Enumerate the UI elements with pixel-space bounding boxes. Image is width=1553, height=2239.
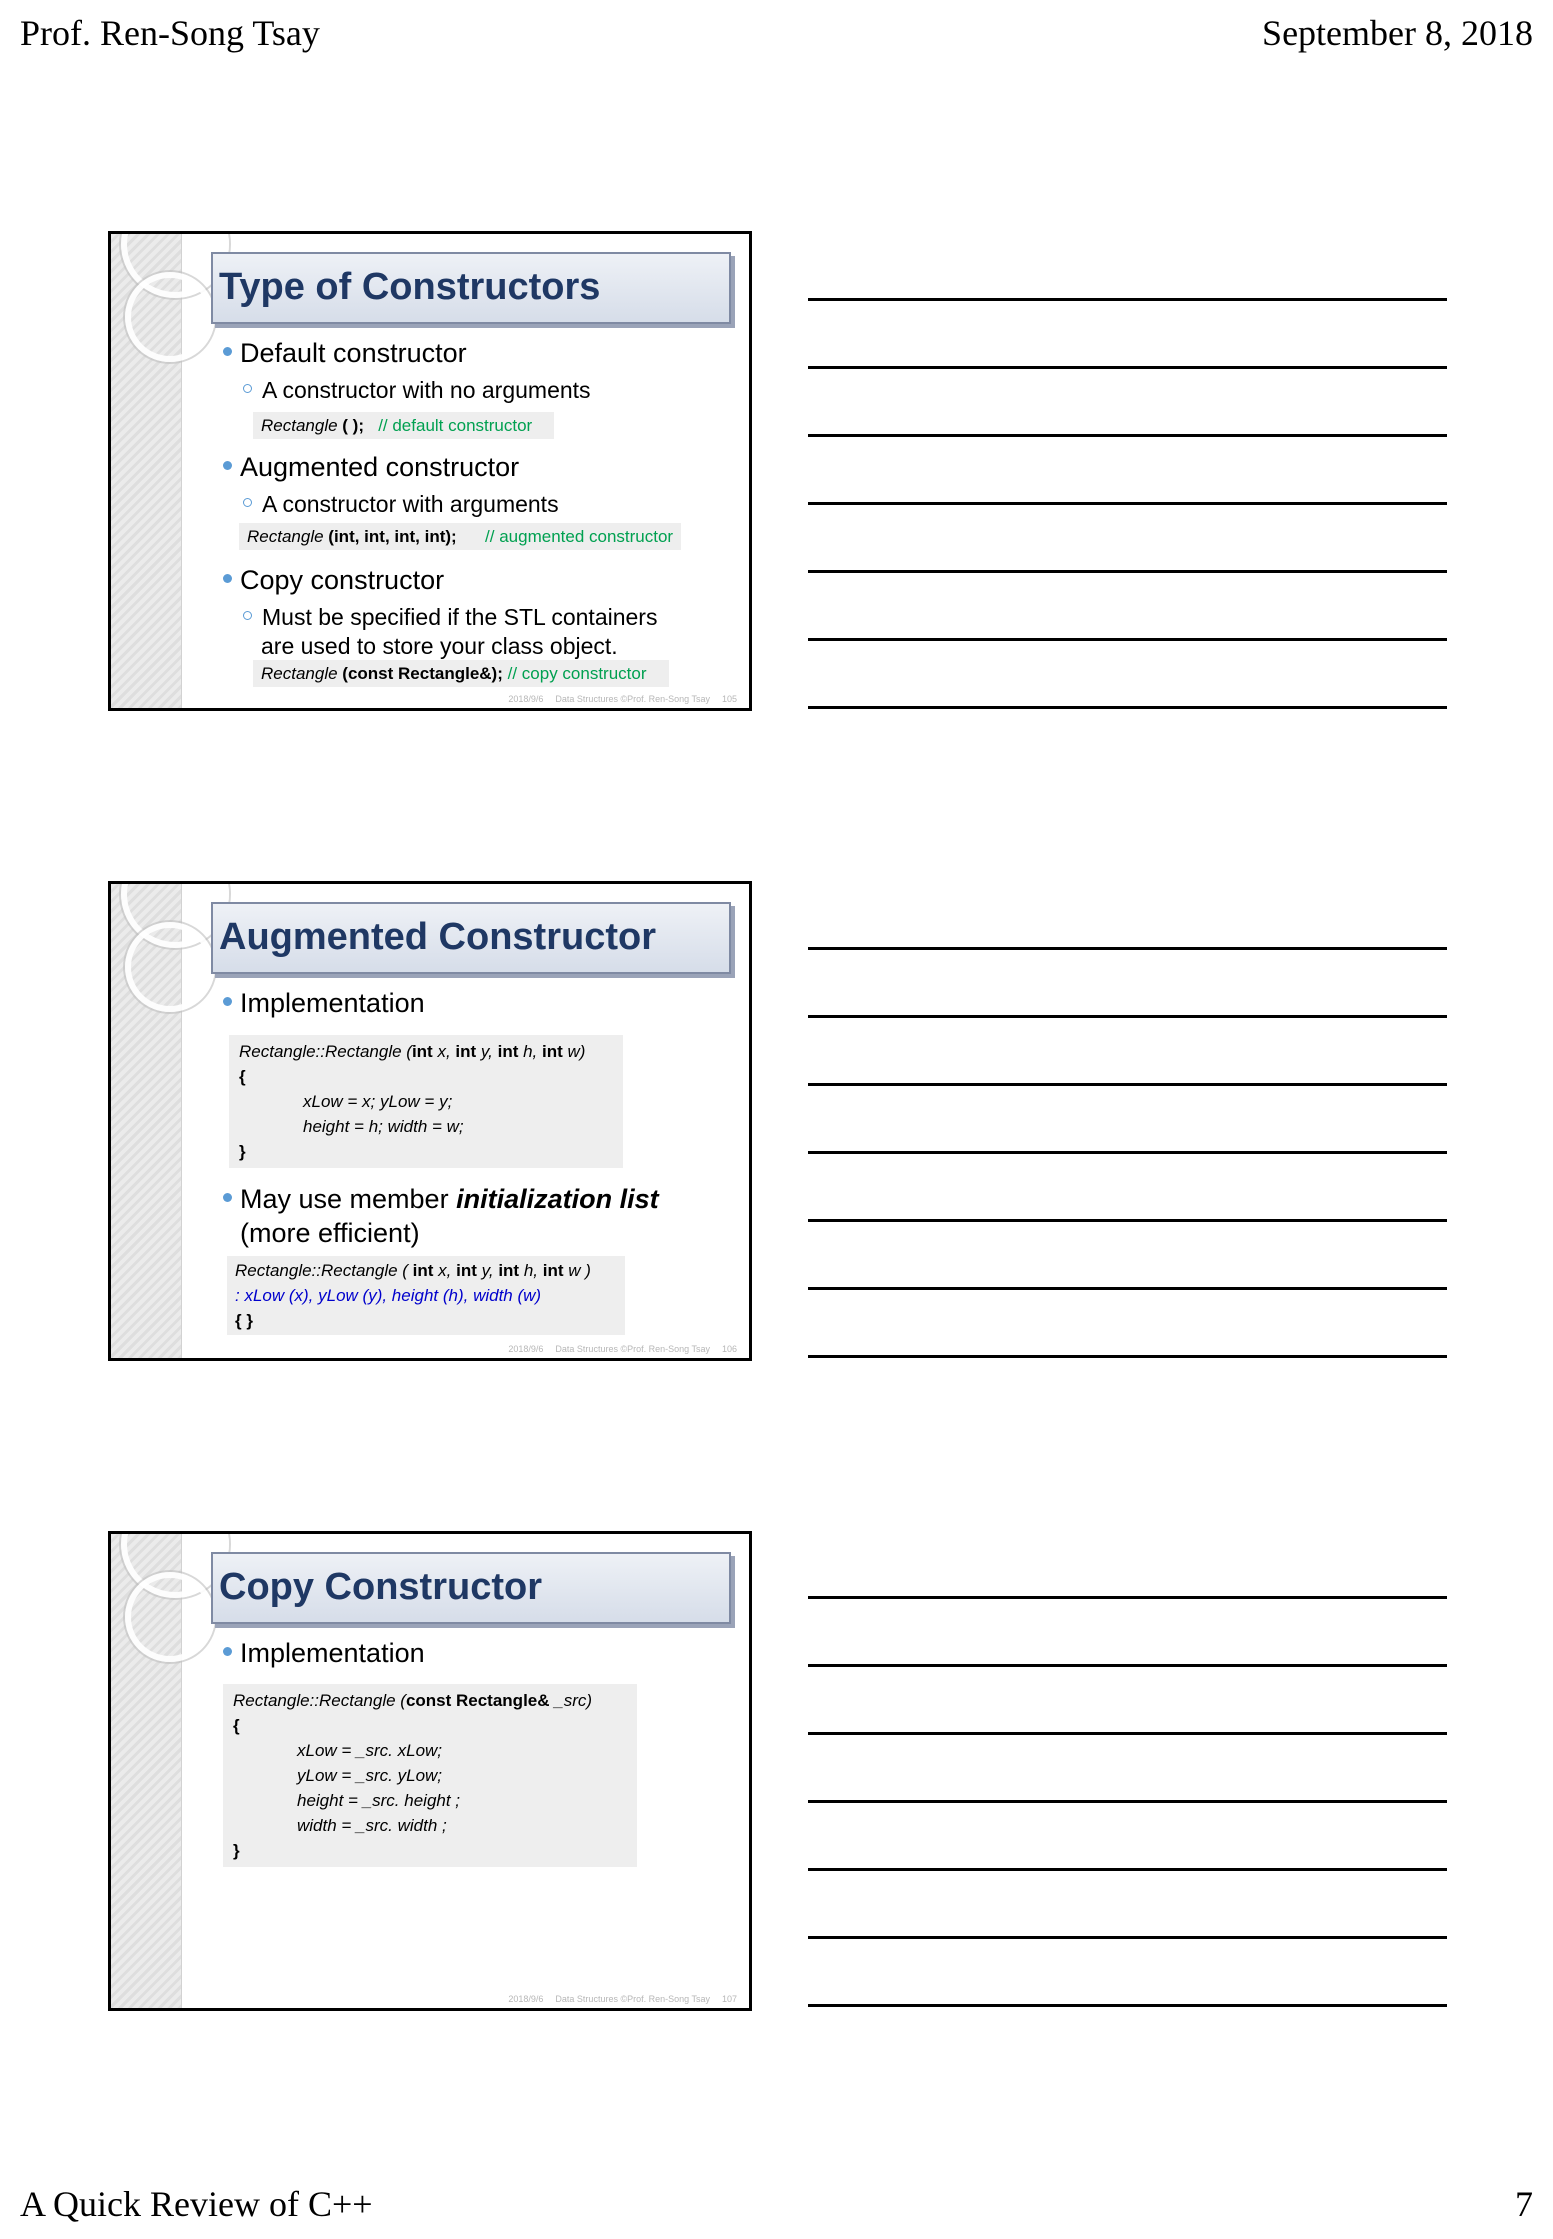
bullet-dot-icon bbox=[223, 574, 232, 583]
note-line bbox=[808, 502, 1447, 505]
code-class-name: Rectangle::Rectangle bbox=[239, 1042, 402, 1061]
slide-3 bbox=[108, 1531, 752, 2011]
slide-title: Augmented Constructor bbox=[219, 916, 656, 958]
note-line bbox=[808, 1732, 1447, 1735]
bullet-dot-icon bbox=[223, 461, 232, 470]
slide-decor-strip bbox=[111, 884, 182, 1358]
bullet-implementation bbox=[223, 1638, 425, 1669]
note-line bbox=[808, 638, 1447, 641]
code-line: } bbox=[239, 1142, 246, 1161]
code-signature: (int, int, int, int); bbox=[328, 527, 457, 546]
code-line: { bbox=[239, 1067, 246, 1086]
slide-footer-number: 106 bbox=[721, 1344, 737, 1354]
code-line: width = _src. width ; bbox=[297, 1816, 447, 1835]
note-line bbox=[808, 366, 1447, 369]
sub-bullet-text: Must be specified if the STL containers bbox=[262, 604, 658, 630]
code-snippet bbox=[253, 660, 669, 687]
note-line bbox=[808, 298, 1447, 301]
sub-bullet-icon bbox=[243, 384, 252, 393]
note-line bbox=[808, 947, 1447, 950]
slide-decor-strip bbox=[111, 1534, 182, 2008]
page-number: 7 bbox=[1515, 2184, 1533, 2224]
note-line bbox=[808, 706, 1447, 709]
slide-1 bbox=[108, 231, 752, 711]
slide-footer bbox=[496, 1344, 737, 1354]
bullet-text: Default constructor bbox=[240, 338, 467, 368]
bullet-dot-icon bbox=[223, 347, 232, 356]
slide-footer-course: Data Structures ©Prof. Ren-Song Tsay bbox=[555, 1994, 710, 2004]
slide-footer-course: Data Structures ©Prof. Ren-Song Tsay bbox=[555, 694, 710, 704]
code-class-name: Rectangle::Rectangle bbox=[233, 1691, 396, 1710]
code-block bbox=[229, 1035, 623, 1168]
code-comment: // augmented constructor bbox=[485, 527, 674, 546]
code-block bbox=[227, 1256, 625, 1335]
code-comment: // default constructor bbox=[378, 416, 533, 435]
sub-bullet-text: A constructor with no arguments bbox=[262, 377, 591, 403]
bullet-dot-icon bbox=[223, 1193, 232, 1202]
bullet-augmented-constructor bbox=[223, 452, 519, 483]
code-block bbox=[223, 1684, 637, 1867]
code-line: { bbox=[233, 1716, 240, 1735]
note-line bbox=[808, 1287, 1447, 1290]
sub-bullet bbox=[243, 490, 559, 519]
code-line: { } bbox=[235, 1311, 253, 1330]
bullet-implementation bbox=[223, 988, 425, 1019]
note-line bbox=[808, 1219, 1447, 1222]
bullet-text: Implementation bbox=[240, 988, 425, 1018]
slide-title-box bbox=[211, 252, 731, 324]
slide-title-box bbox=[211, 1552, 731, 1624]
code-class-name: Rectangle bbox=[261, 664, 338, 683]
slide-footer-number: 105 bbox=[721, 694, 737, 704]
code-signature: (const Rectangle&); bbox=[342, 664, 503, 683]
code-line: Rectangle::Rectangle (const Rectangle& _src) bbox=[233, 1691, 593, 1710]
slide-title: Type of Constructors bbox=[219, 266, 601, 308]
sub-bullet bbox=[243, 376, 591, 405]
sub-bullet bbox=[243, 603, 657, 661]
code-line: yLow = _src. yLow; bbox=[297, 1766, 443, 1785]
footer-title: A Quick Review of C++ bbox=[20, 2184, 373, 2224]
bullet-initialization-list bbox=[223, 1182, 659, 1250]
bullet-copy-constructor bbox=[223, 565, 444, 596]
bullet-text: Implementation bbox=[240, 1638, 425, 1668]
code-line: height = _src. height ; bbox=[297, 1791, 461, 1810]
bullet-text: Augmented constructor bbox=[240, 452, 520, 482]
bullet-dot-icon bbox=[223, 997, 232, 1006]
note-line bbox=[808, 1015, 1447, 1018]
sub-bullet-icon bbox=[243, 611, 252, 620]
sub-bullet-text: A constructor with arguments bbox=[262, 491, 559, 517]
note-line bbox=[808, 1151, 1447, 1154]
slide-footer-date: 2018/9/6 bbox=[508, 1344, 544, 1354]
note-line bbox=[808, 1083, 1447, 1086]
code-snippet bbox=[253, 412, 554, 439]
sub-bullet-text-cont: are used to store your class object. bbox=[261, 633, 618, 659]
note-line bbox=[808, 434, 1447, 437]
code-signature: ( ); bbox=[342, 416, 365, 435]
code-comment: // copy constructor bbox=[507, 664, 647, 683]
slide-footer-date: 2018/9/6 bbox=[508, 694, 544, 704]
note-line bbox=[808, 1596, 1447, 1599]
note-line bbox=[808, 570, 1447, 573]
bullet-emphasis: initialization list bbox=[456, 1184, 659, 1214]
code-class-name: Rectangle bbox=[261, 416, 338, 435]
code-line: xLow = _src. xLow; bbox=[297, 1741, 443, 1760]
bullet-text: May use member bbox=[240, 1184, 457, 1214]
ring-ornament bbox=[125, 272, 215, 362]
slide-footer-date: 2018/9/6 bbox=[508, 1994, 544, 2004]
slide-footer bbox=[496, 1994, 737, 2004]
slide-title-box bbox=[211, 902, 731, 974]
slide-title: Copy Constructor bbox=[219, 1566, 542, 1608]
slide-footer-course: Data Structures ©Prof. Ren-Song Tsay bbox=[555, 1344, 710, 1354]
code-line: xLow = x; yLow = y; bbox=[303, 1092, 453, 1111]
code-line: Rectangle::Rectangle ( int x, int y, int h, int w ) bbox=[235, 1261, 591, 1280]
code-class-name: Rectangle bbox=[247, 527, 324, 546]
header-date: September 8, 2018 bbox=[1262, 13, 1533, 53]
ring-ornament bbox=[125, 1572, 215, 1662]
code-snippet bbox=[239, 523, 681, 550]
ring-ornament bbox=[125, 922, 215, 1012]
note-line bbox=[808, 1355, 1447, 1358]
note-line bbox=[808, 1664, 1447, 1667]
code-line: Rectangle::Rectangle (int x, int y, int h, int w) bbox=[239, 1042, 586, 1061]
slide-2 bbox=[108, 881, 752, 1361]
sub-bullet-icon bbox=[243, 498, 252, 507]
bullet-default-constructor bbox=[223, 338, 467, 369]
note-line bbox=[808, 1868, 1447, 1871]
bullet-text: Copy constructor bbox=[240, 565, 445, 595]
note-line bbox=[808, 1800, 1447, 1803]
bullet-dot-icon bbox=[223, 1647, 232, 1656]
slide-decor-strip bbox=[111, 234, 182, 708]
note-line bbox=[808, 2004, 1447, 2007]
code-line: height = h; width = w; bbox=[303, 1117, 464, 1136]
header-author: Prof. Ren-Song Tsay bbox=[20, 13, 320, 53]
code-line: : xLow (x), yLow (y), height (h), width (w) bbox=[235, 1286, 542, 1305]
code-line: } bbox=[233, 1841, 240, 1860]
slide-footer-number: 107 bbox=[721, 1994, 737, 2004]
slide-footer bbox=[496, 694, 737, 704]
note-line bbox=[808, 1936, 1447, 1939]
bullet-text-cont: (more efficient) bbox=[240, 1218, 420, 1248]
code-class-name: Rectangle::Rectangle bbox=[235, 1261, 398, 1280]
